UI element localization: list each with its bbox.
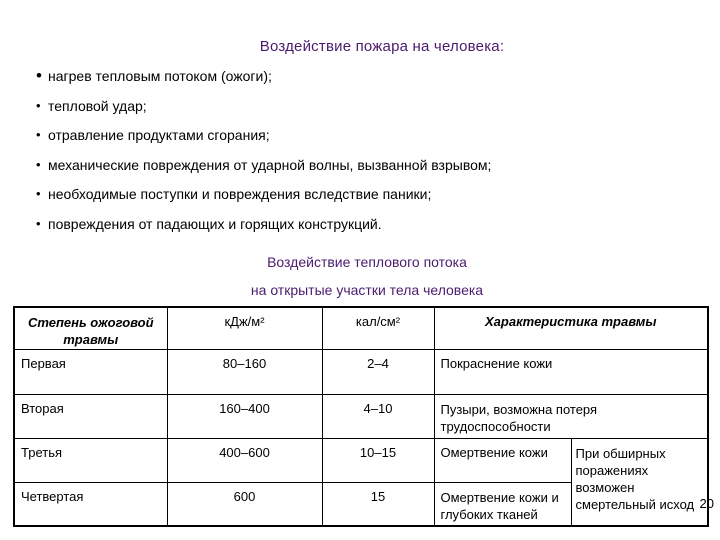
cell-cal: 15	[322, 482, 434, 526]
cell-kj: 400–600	[167, 438, 322, 482]
bullet-text: нагрев тепловым потоком (ожоги);	[48, 68, 272, 84]
header-characteristic: Характеристика травмы	[434, 307, 708, 349]
cell-degree: Третья	[14, 438, 167, 482]
header-kj: кДж/м²	[167, 307, 322, 349]
list-item	[36, 127, 696, 143]
cell-kj: 80–160	[167, 349, 322, 394]
burn-table	[13, 306, 709, 527]
bullet-icon: •	[36, 186, 41, 201]
bullet-text: необходимые поступки и повреждения вследствие паники;	[48, 186, 432, 202]
cell-degree: Первая	[14, 349, 167, 394]
cell-characteristic: Омертвение кожи	[434, 438, 571, 482]
bullet-icon: •	[36, 66, 42, 85]
list-item	[36, 68, 696, 84]
list-item	[36, 186, 696, 202]
table-row	[14, 394, 708, 438]
bullet-text: отравление продуктами сгорания;	[48, 127, 270, 143]
page-title: Воздействие пожара на человека:	[259, 38, 505, 55]
cell-degree: Вторая	[14, 394, 167, 438]
list-item	[36, 98, 696, 114]
cell-cal: 10–15	[322, 438, 434, 482]
table-subtitle-line1: Воздействие теплового потока	[267, 254, 467, 270]
bullet-text: механические повреждения от ударной волны, вызванной взрывом;	[48, 156, 492, 173]
cell-characteristic: Пузыри, возможна потеря трудоспособности	[434, 394, 708, 438]
page-number: 20	[699, 496, 714, 511]
bullet-icon: •	[36, 97, 41, 113]
cell-characteristic: Покраснение кожи	[434, 349, 708, 394]
table-row	[14, 438, 708, 482]
cell-characteristic: Омертвение кожи и глубоких тканей	[434, 482, 571, 526]
header-cal: кал/см²	[322, 307, 434, 349]
cell-kj: 600	[167, 482, 322, 526]
cell-cal: 2–4	[322, 349, 434, 394]
bullet-icon: •	[36, 215, 41, 231]
cell-degree: Четвертая	[14, 482, 167, 526]
bullet-text: повреждения от падающих и горящих конструкций.	[48, 215, 382, 232]
table-header-row	[14, 307, 708, 349]
cell-note: При обширных поражениях возможен смертельный исход	[571, 438, 708, 526]
bullet-icon: •	[36, 127, 41, 142]
table-subtitle-line2: на открытые участки тела человека	[250, 282, 484, 298]
cell-cal: 4–10	[322, 394, 434, 438]
list-item	[36, 157, 696, 173]
cell-kj: 160–400	[167, 394, 322, 438]
bullet-list	[36, 68, 696, 245]
table-row	[14, 349, 708, 394]
header-degree: Степень ожоговой травмы	[14, 307, 167, 349]
bullet-text: тепловой удар;	[48, 97, 147, 114]
list-item	[36, 216, 696, 232]
bullet-icon: •	[36, 156, 41, 172]
